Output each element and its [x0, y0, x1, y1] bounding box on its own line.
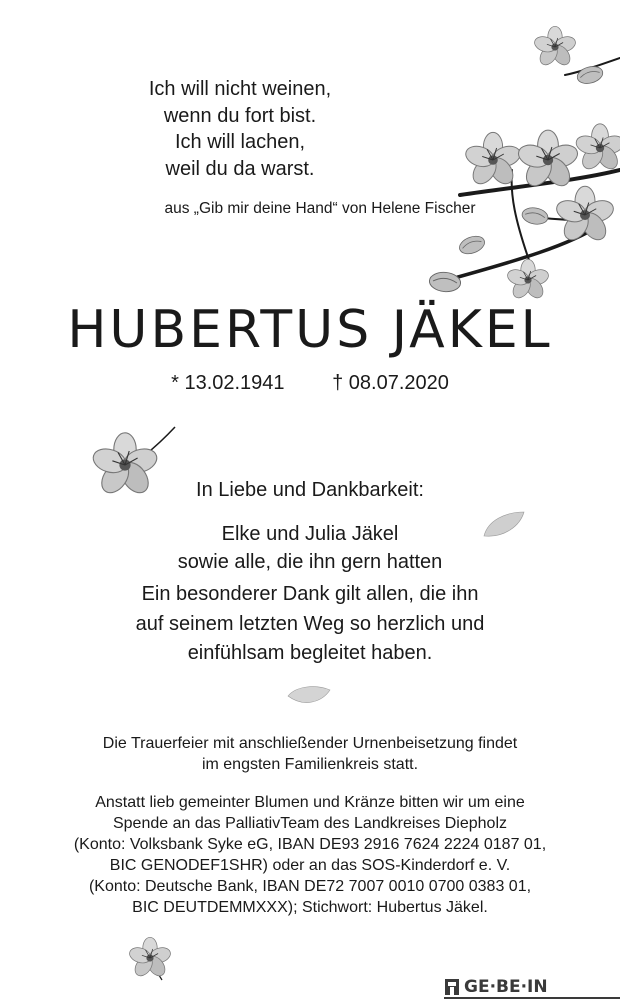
donation-notice	[0, 792, 620, 918]
deceased-name: HUBERTUS JÄKEL	[67, 300, 553, 360]
logo-text: GE·BE·IN	[464, 977, 548, 997]
small-blossom-illustration	[128, 938, 172, 982]
thanks-line: einfühlsam begleitet haben.	[187, 642, 433, 664]
ceremony-notice	[0, 733, 620, 775]
poem-line: weil du da warst.	[165, 157, 315, 180]
thanks-line: auf seinem letzten Weg so herzlich und	[135, 612, 485, 635]
donation-line: (Konto: Deutsche Bank, IBAN DE72 7007 0010 0700 0383 01,	[88, 878, 532, 895]
donation-line: Spende an das PalliativTeam des Landkreises Diepholz	[112, 815, 507, 832]
poem-quote	[90, 76, 390, 182]
ceremony-line: Die Trauerfeier mit anschließender Urnenbeisetzung findet	[102, 735, 518, 752]
donation-line: BIC GENODEF1SHR) oder an das SOS-Kinderdorf e. V.	[109, 857, 511, 874]
petal-illustration	[286, 684, 332, 708]
donation-line: (Konto: Volksbank Syke eG, IBAN DE93 2916 7624 2224 0187 01,	[73, 836, 547, 853]
ceremony-line: im engsten Familienkreis statt.	[201, 756, 419, 773]
cherry-blossom-branch-illustration	[400, 20, 620, 310]
mourners-list	[0, 520, 620, 576]
life-dates	[0, 372, 620, 395]
mourner-line: sowie alle, die ihn gern hatten	[177, 551, 443, 573]
mourner-line: Elke und Julia Jäkel	[221, 523, 399, 545]
donation-line: Anstatt lieb gemeinter Blumen und Kränze bitten wir um eine	[95, 794, 525, 811]
gebein-logo	[444, 975, 548, 999]
death-date: † 08.07.2020	[332, 372, 449, 394]
gebein-logo-icon	[444, 978, 460, 996]
quote-source: aus „Gib mir deine Hand“ von Helene Fischer	[164, 200, 476, 217]
dedication-line: In Liebe und Dankbarkeit:	[196, 479, 424, 501]
donation-line: BIC DEUTDEMMXXX); Stichwort: Hubertus Jäkel.	[132, 899, 488, 916]
poem-line: wenn du fort bist.	[163, 104, 317, 127]
poem-line: Ich will nicht weinen,	[148, 78, 332, 100]
thanks-message	[0, 580, 620, 669]
logo-underline	[444, 997, 620, 999]
birth-date: * 13.02.1941	[171, 372, 285, 394]
thanks-line: Ein besonderer Dank gilt allen, die ihn	[141, 583, 479, 605]
poem-line: Ich will lachen,	[174, 131, 306, 153]
